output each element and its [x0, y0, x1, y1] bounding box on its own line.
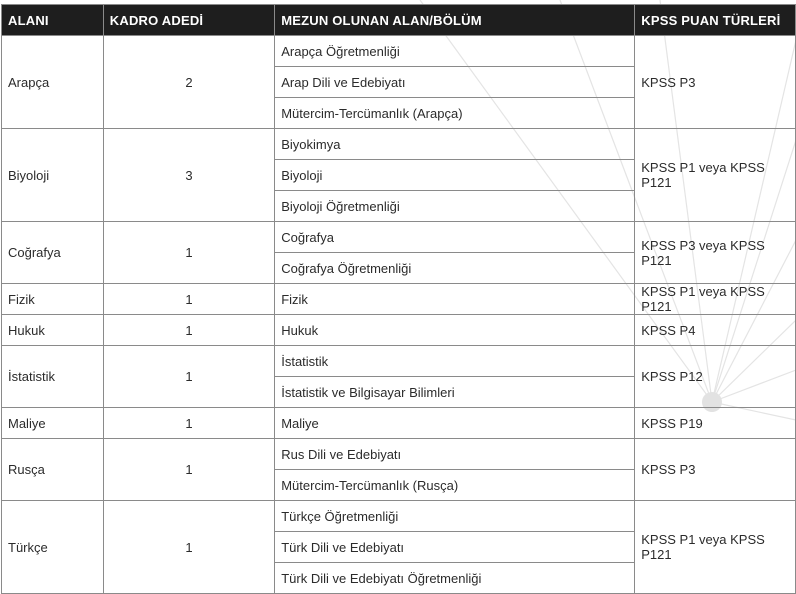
- table-row: [2, 36, 796, 67]
- kpss-cell: KPSS P3: [635, 36, 796, 129]
- table-row: [2, 315, 796, 346]
- alan-cell: Hukuk: [2, 315, 104, 346]
- header-row: [2, 5, 796, 36]
- table-row: [2, 284, 796, 315]
- kadro-count-cell: 1: [103, 501, 274, 594]
- bolum-cell: Biyokimya: [275, 129, 635, 160]
- alan-cell: Biyoloji: [2, 129, 104, 222]
- bolum-cell: İstatistik ve Bilgisayar Bilimleri: [275, 377, 635, 408]
- header-alani: ALANI: [2, 5, 104, 36]
- kpss-cell: KPSS P1 veya KPSS P121: [635, 501, 796, 594]
- kpss-cell: KPSS P12: [635, 346, 796, 408]
- bolum-cell: Fizik: [275, 284, 635, 315]
- table-row: [2, 129, 796, 160]
- kadro-count-cell: 1: [103, 408, 274, 439]
- alan-cell: Arapça: [2, 36, 104, 129]
- bolum-cell: Hukuk: [275, 315, 635, 346]
- table-row: [2, 222, 796, 253]
- bolum-cell: İstatistik: [275, 346, 635, 377]
- bolum-cell: Maliye: [275, 408, 635, 439]
- bolum-cell: Mütercim-Tercümanlık (Rusça): [275, 470, 635, 501]
- alan-cell: Türkçe: [2, 501, 104, 594]
- alan-cell: Coğrafya: [2, 222, 104, 284]
- kadro-count-cell: 1: [103, 222, 274, 284]
- kpss-cell: KPSS P3: [635, 439, 796, 501]
- alan-cell: Rusça: [2, 439, 104, 501]
- bolum-cell: Mütercim-Tercümanlık (Arapça): [275, 98, 635, 129]
- alan-cell: Maliye: [2, 408, 104, 439]
- alan-cell: İstatistik: [2, 346, 104, 408]
- kpss-cell: KPSS P1 veya KPSS P121: [635, 284, 796, 315]
- bolum-cell: Coğrafya: [275, 222, 635, 253]
- bolum-cell: Türkçe Öğretmenliği: [275, 501, 635, 532]
- bolum-cell: Türk Dili ve Edebiyatı Öğretmenliği: [275, 563, 635, 594]
- bolum-cell: Biyoloji: [275, 160, 635, 191]
- kadro-count-cell: 3: [103, 129, 274, 222]
- kadro-table: [1, 4, 796, 594]
- kpss-cell: KPSS P3 veya KPSS P121: [635, 222, 796, 284]
- bolum-cell: Coğrafya Öğretmenliği: [275, 253, 635, 284]
- bolum-cell: Arap Dili ve Edebiyatı: [275, 67, 635, 98]
- kadro-count-cell: 1: [103, 439, 274, 501]
- kadro-count-cell: 1: [103, 346, 274, 408]
- bolum-cell: Biyoloji Öğretmenliği: [275, 191, 635, 222]
- bolum-cell: Rus Dili ve Edebiyatı: [275, 439, 635, 470]
- header-kpss-puan-turleri: KPSS PUAN TÜRLERİ: [635, 5, 796, 36]
- kpss-cell: KPSS P19: [635, 408, 796, 439]
- bolum-cell: Arapça Öğretmenliği: [275, 36, 635, 67]
- table-row: [2, 501, 796, 532]
- table-row: [2, 408, 796, 439]
- table-row: [2, 346, 796, 377]
- kadro-count-cell: 1: [103, 315, 274, 346]
- bolum-cell: Türk Dili ve Edebiyatı: [275, 532, 635, 563]
- alan-cell: Fizik: [2, 284, 104, 315]
- kadro-count-cell: 1: [103, 284, 274, 315]
- header-kadro-adedi: KADRO ADEDİ: [103, 5, 274, 36]
- kadro-count-cell: 2: [103, 36, 274, 129]
- kpss-cell: KPSS P1 veya KPSS P121: [635, 129, 796, 222]
- table-row: [2, 439, 796, 470]
- kpss-cell: KPSS P4: [635, 315, 796, 346]
- header-mezun-olunan-bolum: MEZUN OLUNAN ALAN/BÖLÜM: [275, 5, 635, 36]
